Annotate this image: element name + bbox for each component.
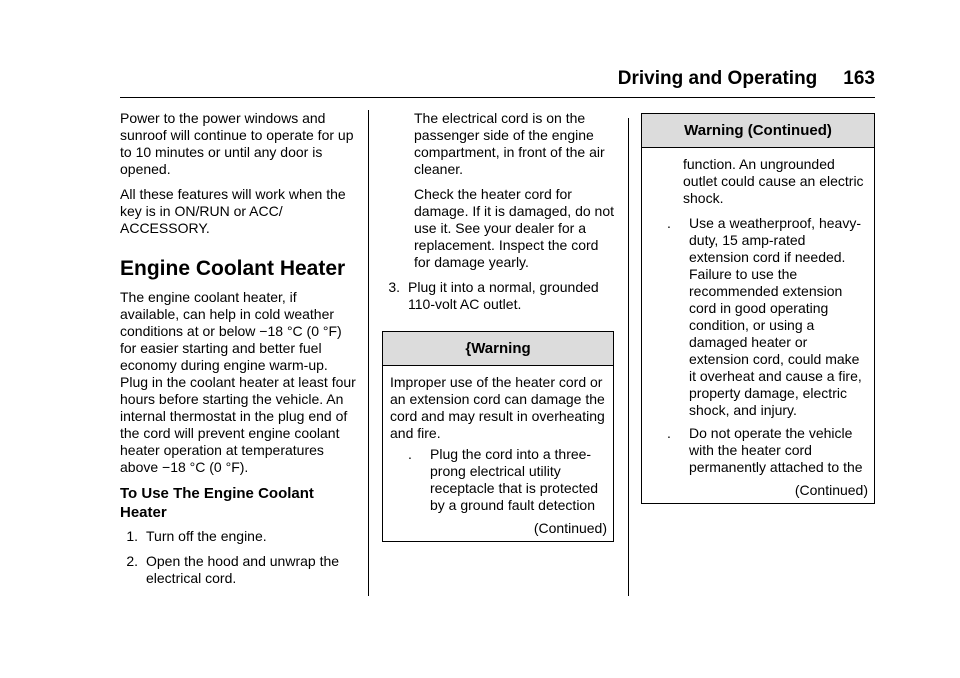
warning-header xyxy=(383,332,613,366)
section-title: Driving and Operating xyxy=(617,68,818,89)
step-2 xyxy=(120,553,358,587)
bullet-text: Do not operate the vehicle with the heater cord permanently attached to the xyxy=(689,425,863,475)
step-text: Turn off the engine. xyxy=(146,528,267,544)
step-3 xyxy=(382,279,614,313)
column-3 xyxy=(641,113,875,504)
step-number: 1. xyxy=(126,528,138,544)
bullet-icon: . xyxy=(667,425,671,441)
page-header xyxy=(618,68,875,90)
step-text: Plug it into a normal, grounded 110-volt AC outlet. xyxy=(408,279,599,312)
paragraph-coolant-heater: The engine coolant heater, if available, can help in cold weather conditions at or below −18 °C (0 °F) for easier starting and better fuel economy during engine warm-up. Plug in the coolant heater at least four hours before starting the vehicle. An internal thermostat in the plug end of the cord will prevent engine coolant heater operation at temperatures above −18 °C (0 °F). xyxy=(120,289,356,475)
warning-box xyxy=(382,331,614,542)
paragraph-check-cord: Check the heater cord for damage. If it is damaged, do not use it. See your dealer for a replacement. Inspect the cord for damage yearly. xyxy=(414,186,615,270)
paragraph-key-position: All these features will work when the key is in ON/RUN or ACC/ ACCESSORY. xyxy=(120,186,346,236)
bullet-icon: . xyxy=(408,446,412,462)
warning-box-continued xyxy=(641,113,875,504)
warning-continued-text: function. An ungrounded outlet could cause an electric shock. xyxy=(683,156,864,206)
warning-bullet xyxy=(649,215,868,419)
step-number: 2. xyxy=(126,553,138,569)
continued-label: (Continued) xyxy=(533,520,607,536)
warning-body xyxy=(383,366,613,541)
column-divider-left xyxy=(368,110,369,596)
step-number: 3. xyxy=(388,279,400,295)
column-1 xyxy=(120,110,358,595)
column-divider-right xyxy=(628,118,629,596)
paragraph-power-windows: Power to the power windows and sunroof will continue to operate for up to 10 minutes or until any door is opened. xyxy=(120,110,354,177)
subsection-heading: To Use The Engine Coolant Heater xyxy=(120,485,314,521)
warning-icon: { xyxy=(465,340,472,357)
continued-label: (Continued) xyxy=(794,482,868,498)
bullet-text: Use a weatherproof, heavy-duty, 15 amp-rated extension cord if needed. Failure to use the recommended extension cord in good operating condition, or using a damaged heater or extension cord, could make it overheat and cause a fire, property damage, electric shock, and injury. xyxy=(689,215,862,418)
warning-bullet xyxy=(649,425,868,476)
step-text: Open the hood and unwrap the electrical cord. xyxy=(146,553,340,586)
column-2 xyxy=(382,110,614,542)
page-number: 163 xyxy=(843,68,875,89)
warning-text: Improper use of the heater cord or an extension cord can damage the cord and may result in overheating and fire. xyxy=(390,374,605,441)
warning-title: Warning xyxy=(471,340,531,357)
paragraph-cord-location: The electrical cord is on the passenger side of the engine compartment, in front of the air cleaner. xyxy=(414,110,605,177)
step-1 xyxy=(120,528,358,545)
bullet-icon: . xyxy=(667,215,671,231)
warning-bullet xyxy=(390,446,607,514)
warning-body-continued xyxy=(642,148,874,503)
header-rule xyxy=(120,97,875,98)
warning-header-continued: Warning (Continued) xyxy=(642,114,874,148)
bullet-text: Plug the cord into a three-prong electrical utility receptacle that is protected by a ground fault detection xyxy=(430,446,599,513)
section-heading: Engine Coolant Heater xyxy=(120,257,346,280)
